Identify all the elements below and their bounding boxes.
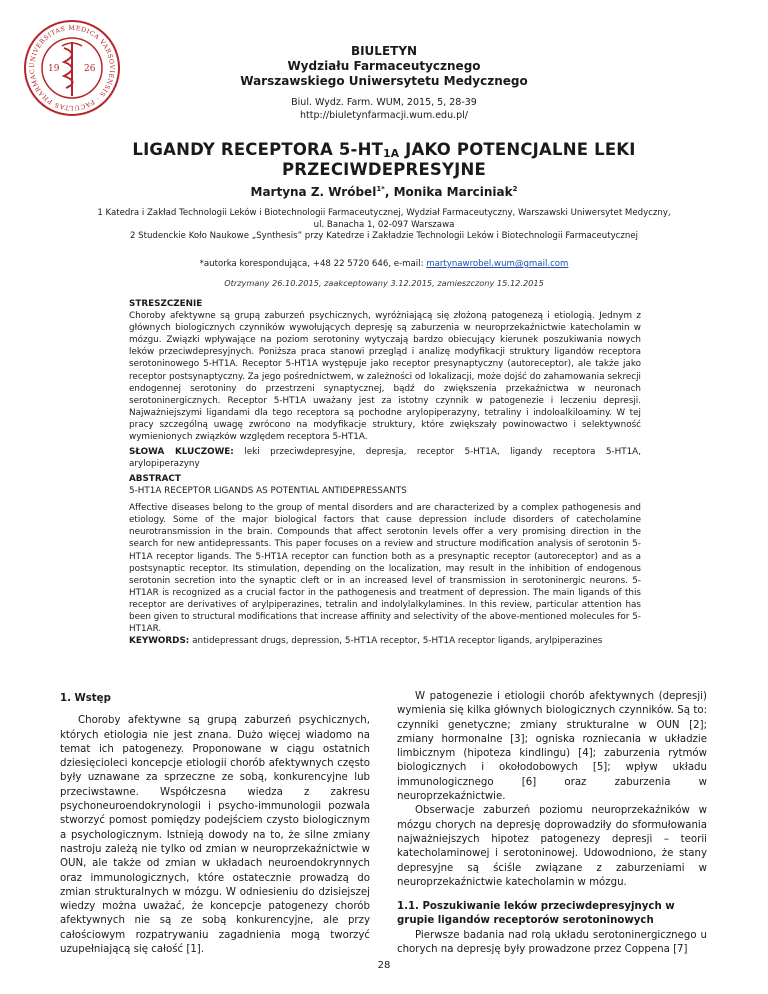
title-line-1: LIGANDY RECEPTORA $5-HT_{1A}$ JAKO POTENCJALNE LEKI <box>132 140 636 160</box>
right-paragraph-1: W patogenezie i etiologii chorób afektywnych (depresji) wymienia się kilka głównych biologicznych czynników. Są to: czynniki genetyczne; zmiany strukturalne w OUN [2]; zmiany hormonalne [3]; ogniska rozniecania w układzie limbicznym (hipoteza kindlingu) [4]; zaburzenia rytmów biologicznych i okołodobowych [5]; wpływ układu immunologicznego [6] oraz zaburzenia w neuroprzekaźnictwie. <box>397 691 707 803</box>
streszczenie-kw-text: leki przeciwdepresyjne, depresja, receptor 5-HT1A, ligandy receptora 5-HT1A, arylopiperazyny <box>129 447 641 470</box>
journal-header <box>0 44 768 89</box>
streszczenie-heading: STRESZCZENIE <box>129 299 203 309</box>
section-1-heading: 1. Wstęp <box>60 693 111 704</box>
journal-url-link[interactable]: http://biuletynfarmacji.wum.edu.pl/ <box>300 110 468 121</box>
journal-name: BIULETYN <box>350 44 418 58</box>
abstract-title: 5-HT1A RECEPTOR LIGANDS AS POTENTIAL ANTIDEPRESSANTS <box>129 486 407 497</box>
abstract-block <box>129 473 641 647</box>
affiliation-1-line-2: ul. Banacha 1, 02-097 Warszawa <box>313 219 455 230</box>
article-authors: Martyna Z. Wróbel$^{1*}$, Monika Marciniak$^2$ <box>250 185 518 199</box>
streszczenie-block <box>129 298 641 470</box>
right-paragraph-2: Obserwacje zaburzeń poziomu neuroprzekaźników w mózgu chorych na depresję doprowadziły do sformułowania najważniejszych hipotez patogenezy depresji – teorii katecholaminowej i serotoninowej. Udowodniono, że stany depresyjne są ściśle związane z zaburzeniami w neuroprzekaźnictwie katecholamin w mózgu. <box>397 805 707 888</box>
corresponding-text: *autorka korespondująca, +48 22 5720 646, e-mail: <box>199 259 427 269</box>
journal-citation: Biul. Wydz. Farm. WUM, 2015, 5, 28-39 <box>291 97 477 108</box>
seal-year-right: 26 <box>84 64 96 74</box>
corresponding-author <box>0 259 768 269</box>
abstract-kw-text: antidepressant drugs, depression, 5-HT1A receptor, 5-HT1A receptor ligands, arylpiperazines <box>189 636 603 647</box>
article-dates: Otrzymany 26.10.2015, zaakceptowany 3.12.2015, zamieszczony 15.12.2015 <box>224 278 544 288</box>
left-column <box>60 692 370 957</box>
section-1-1-heading: 1.1. Poszukiwanie leków przeciwdepresyjnych w grupie ligandów receptorów serotoninowych <box>397 901 675 927</box>
journal-university: Warszawskiego Uniwersytetu Medycznego <box>240 74 528 88</box>
title-line-2: PRZECIWDEPRESYJNE <box>282 160 486 179</box>
seal-year-left: 19 <box>48 64 60 74</box>
affiliation-1-line-1: 1 Katedra i Zakład Technologii Leków i Biotechnologii Farmaceutycznej, Wydział Farmaceutyczny, Warszawski Uniwersytet Medyczny, <box>97 208 671 218</box>
abstract-text: Affective diseases belong to the group of mental disorders and are characterized by a complex pathogenesis and etiology. Some of the major biological factors that cause depression include disorders of catecholamine neurotransmission in the brain. Compounds that affect serotonin levels offer a very promising direction in the search for new antidepressants. This paper focuses on a review and structure modification analysis of serotonin 5-HT1A receptor ligands. The 5-HT1A receptor can function both as a presynaptic receptor (autoreceptor) and as a postsynaptic receptor. Its stimulation, depending on the localization, may result in the inhibition of endogenous serotonin secretion into the synaptic cleft or in an increased level of transmission in serotoninergic neurons. 5-HT1AR is recognized as a crucial factor in the pathogenesis and treatment of depression. The main ligands of this receptor are derivatives of arylpiperazines, tetralin and indolylalkylamines. In this review, particular attention has been given to structural modifications that increase affinity and selectivity of the above-mentioned molecules for 5-HT1AR. <box>129 503 641 635</box>
intro-paragraph: Choroby afektywne są grupą zaburzeń psychicznych, których etiologia nie jest znana. Dużo więcej wiadomo na temat ich patogenezy. Proponowane w ciągu ostatnich dziesięcioleci koncepcje etiologii chorób afektywnych często były uznawane za sprzeczne ze sobą, konkurencyjne lub przeciwstawne. Współczesna wiedza z zakresu psychoneuroendokrynologii i psycho-immunologii pozwala stworzyć pomost pomiędzy podejściem czysto biologicznym a psychologicznym. Istnieją dowody na to, że silne zmiany nastroju zależą nie tylko od zmian w neuroprzekaźnictwie w OUN, ale także od zmian w układach neuroendokrynnych oraz immunologicznych, które ostatecznie prowadzą do zmian strukturalnych w mózgu. W odniesieniu do dzisiejszej wiedzy można uważać, że koncepcje patogenezy chorób afektywnych nie są ze sobą konkurencyjne, ale przy całościowym rozpatrywaniu zagadnienia mogą tworzyć uzupełniającą się całość [1]. <box>60 715 370 956</box>
page-number: 28 <box>377 960 391 971</box>
journal-citation-block <box>0 96 768 122</box>
right-column <box>397 690 707 957</box>
streszczenie-kw-label: SŁOWA KLUCZOWE: <box>129 447 234 458</box>
article-title <box>0 140 768 180</box>
streszczenie-text: Choroby afektywne są grupą zaburzeń psychicznych, wyróżniającą się złożoną patogenezą i etiologią. Jednym z głównych biologicznych czynników wywołujących depresję są zaburzenia w neuroprzekaźnictwie katecholamin w mózgu. Związki wpływające na poziom serotoniny wytyczają bardzo obiecujący kierunek poszukiwania nowych leków przeciwdepresyjnych. Poniższa praca stanowi przegląd i analizę modyfikacji struktury ligandów receptora serotoninowego 5-HT1A. Receptor 5-HT1A występuje jako receptor presynaptyczny (autoreceptor), ale także jako receptor postsynaptyczny. Za jego pośrednictwem, w zależności od lokalizacji, może dojść do zahamowania sekrecji endogennej serotoniny do przestrzeni synaptycznej, bądź do zwiększenia przekaźnictwa w neuronach serotoninergicznych. Receptor 5-HT1A uważany jest za istotny czynnik w patogenezie i leczeniu depresji. Najważniejszymi ligandami dla tego receptora są pochodne arylopiperazyny, tetraliny i indoloalkiloaminy. W tej pracy szczególną uwagę zwrócono na modyfikacje struktury, które zwiększały powinowactwo i selektywność wymienionych związków względem receptora 5-HT1A. <box>129 311 641 443</box>
seal-ring-text: UNIVERSITAS MEDICA VARSOVIENSIS · FACULTAS PHARMAC <box>28 24 116 112</box>
streszczenie-keywords <box>129 446 641 470</box>
affiliation-2: 2 Studenckie Koło Naukowe „Synthesis” przy Katedrze i Zakładzie Technologii Leków i Biotechnologii Farmaceutycznej <box>129 231 639 241</box>
affiliations <box>0 208 768 243</box>
abstract-heading: ABSTRACT <box>129 474 181 484</box>
journal-faculty: Wydziału Farmaceutycznego <box>287 59 481 73</box>
corresponding-email-link[interactable]: martynawrobel.wum@gmail.com <box>426 259 569 269</box>
right-paragraph-3: Pierwsze badania nad rolą układu serotoninergicznego u chorych na depresję były prowadzone przez Coppena [7] <box>397 929 707 956</box>
abstract-keywords <box>129 635 641 647</box>
abstract-kw-label: KEYWORDS: <box>129 636 190 647</box>
